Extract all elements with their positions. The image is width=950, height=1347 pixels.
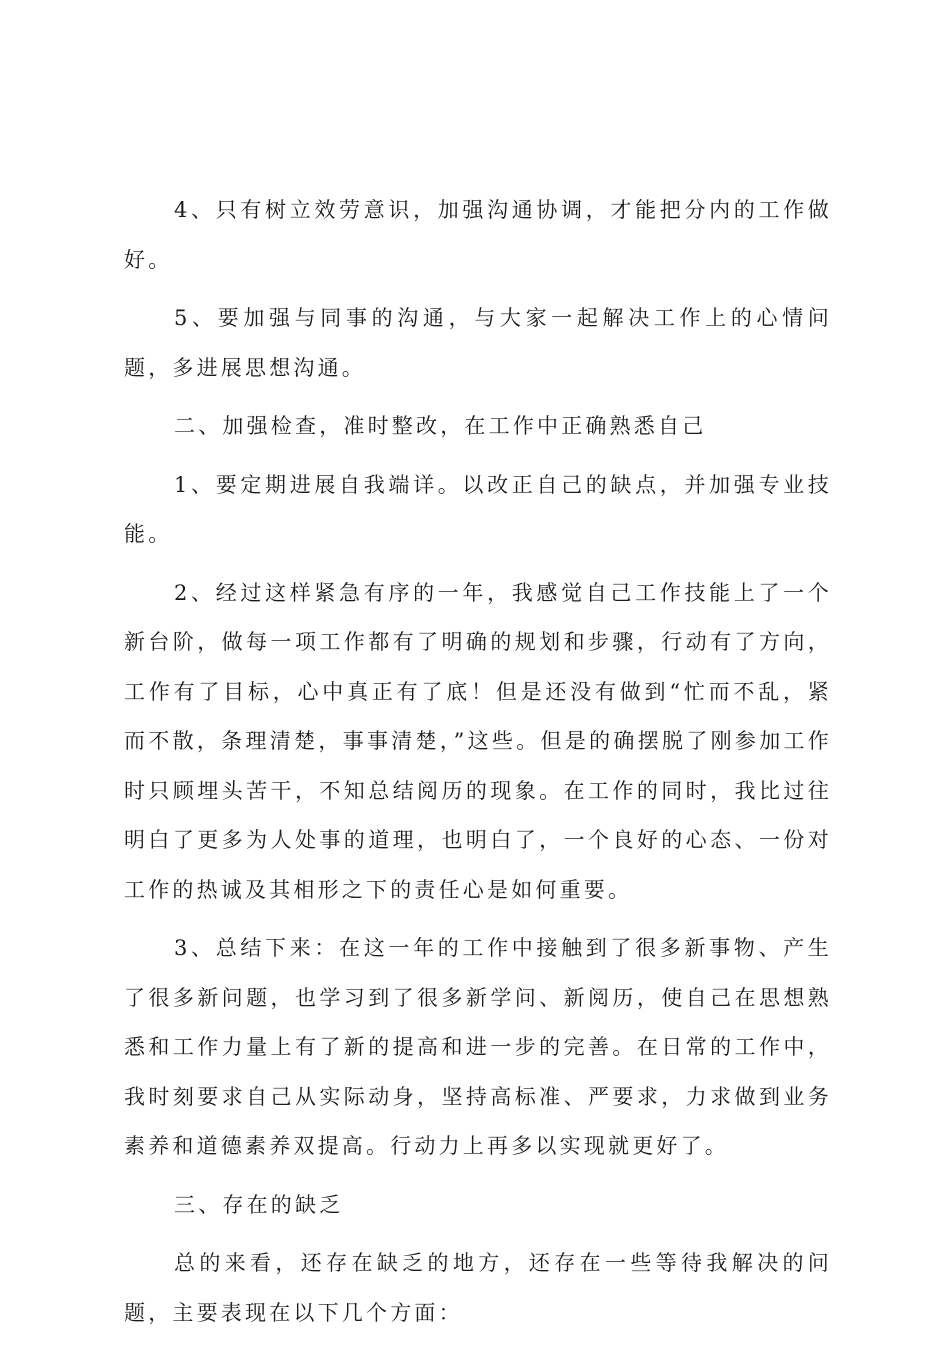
paragraph-year-progress: 2、经过这样紧急有序的一年，我感觉自己工作技能上了一个新台阶，做每一项工作都有了明确的规划和步骤，行动有了方向，工作有了目标，心中真正有了底！但是还没有做到“忙而不乱，紧而不散，条理清楚，事事清楚，”这些。但是的确摆脱了刚参加工作时只顾埋头苦干，不知总结阅历的现象。在工作的同时，我比过往明白了更多为人处事的道理，也明白了，一个良好的心态、一份对工作的热诚及其相形之下的责任心是如何重要。	[124, 580, 832, 902]
document-body	[124, 186, 832, 1347]
section-heading-shortcomings: 三、存在的缺乏	[174, 1192, 344, 1217]
paragraph-service-awareness: 4、只有树立效劳意识，加强沟通协调，才能把分内的工作做好。	[124, 198, 832, 272]
section-heading-self-review: 二、加强检查，准时整改，在工作中正确熟悉自己	[174, 414, 707, 438]
paragraph-summary: 3、总结下来：在这一年的工作中接触到了很多新事物、产生了很多新问题，也学习到了很多新学问、新阅历，使自己在思想熟悉和工作力量上有了新的提高和进一步的完善。在日常的工作中，我时刻要求自己从实际动身，坚持高标准、严要求，力求做到业务素养和道德素养双提高。行动力上再多以实现就更好了。	[124, 936, 832, 1158]
paragraph-overview: 总的来看，还存在缺乏的地方，还存在一些等待我解决的问题，主要表现在以下几个方面：	[124, 1251, 832, 1325]
paragraph-regular-reflection: 1、要定期进展自我端详。以改正自己的缺点，并加强专业技能。	[124, 472, 832, 546]
paragraph-colleague-communication: 5、要加强与同事的沟通，与大家一起解决工作上的心情问题，多进展思想沟通。	[124, 306, 832, 380]
